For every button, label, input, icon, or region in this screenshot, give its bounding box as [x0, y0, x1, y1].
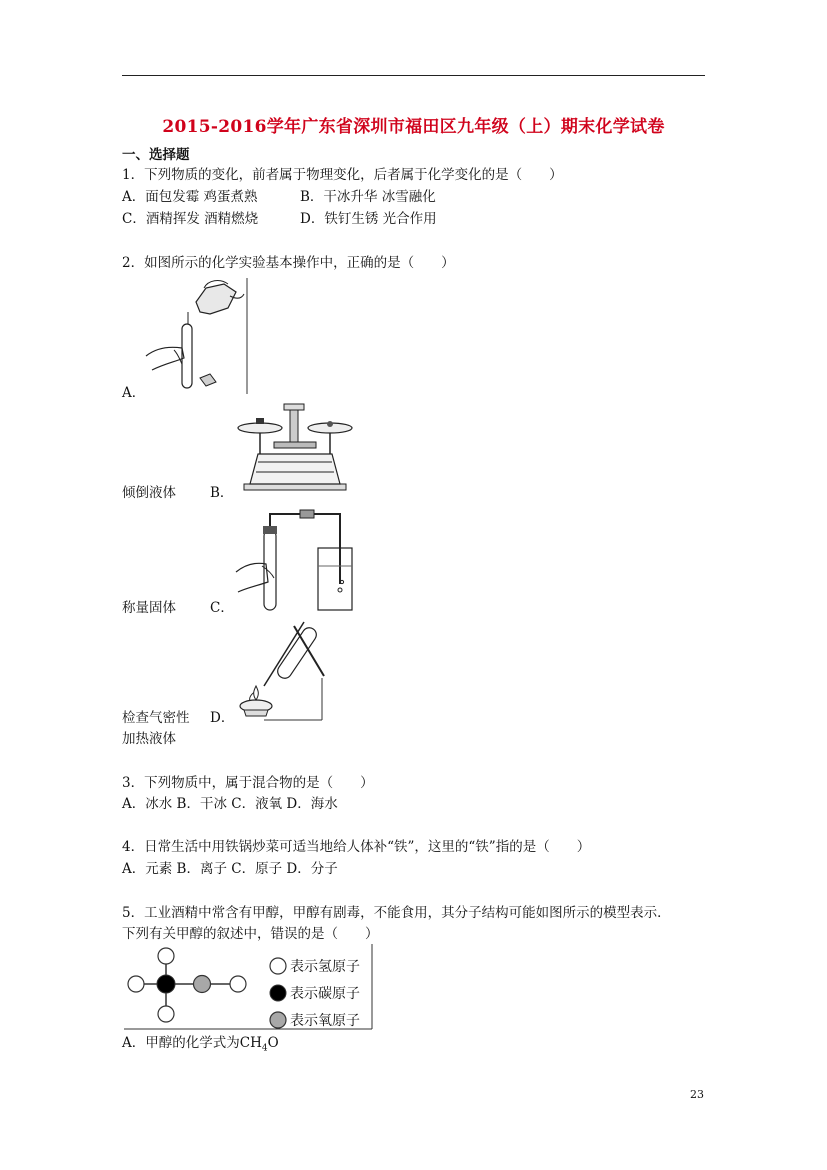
q5-option-a-prefix: A．甲醇的化学式为 [122, 1035, 240, 1051]
legend-oxygen-text: 表示氧原子 [290, 1013, 360, 1029]
legend-hydrogen-marker [270, 958, 286, 974]
q2-label-a: A． [122, 385, 146, 401]
legend-carbon-text: 表示碳原子 [290, 986, 360, 1002]
carbon-atom [157, 975, 175, 993]
q5-stem-line1: 5．工业酒精中常含有甲醇，甲醇有剧毒，不能食用，其分子结构可能如图所示的模型表示． [122, 905, 671, 921]
section-heading: 一、选择题 [122, 147, 190, 163]
q2-caption-b: 称量固体 [122, 600, 176, 616]
hydrogen-atom [230, 976, 246, 992]
q2-caption-d: 加热液体 [122, 731, 176, 747]
formula-tail: O [267, 1035, 279, 1051]
formula-main: CH [239, 1035, 262, 1051]
hydrogen-atom [128, 976, 144, 992]
figure-balance-scale [234, 402, 356, 492]
legend-hydrogen-text: 表示氢原子 [290, 959, 360, 975]
q4-stem: 4．日常生活中用铁锅炒菜可适当地给人体补“铁”，这里的“铁”指的是（ ） [122, 839, 591, 855]
oxygen-atom [194, 976, 211, 993]
q2-stem: 2．如图所示的化学实验基本操作中，正确的是（ ） [122, 255, 455, 271]
q2-label-d: D． [210, 710, 235, 726]
q5-stem-line2: 下列有关甲醇的叙述中，错误的是（ ） [122, 926, 379, 942]
figure-airtightness-check [234, 508, 352, 614]
q2-caption-c: 检查气密性 [122, 710, 190, 726]
q1-option-a: A．面包发霉 鸡蛋煮熟 [122, 189, 258, 205]
legend-carbon-marker [270, 985, 286, 1001]
q2-caption-a: 倾倒液体 [122, 485, 176, 501]
q1-option-c: C．酒精挥发 酒精燃烧 [122, 211, 259, 227]
page-number: 23 [690, 1088, 704, 1101]
q2-label-b: B． [210, 485, 234, 501]
header-rule [122, 75, 705, 76]
q2-label-c: C． [210, 600, 234, 616]
figure-pouring-liquid [144, 278, 250, 394]
figure-heating-liquid [234, 620, 324, 720]
q4-options: A．元素 B．离子 C．原子 D．分子 [122, 861, 338, 877]
legend-oxygen-marker [270, 1012, 286, 1028]
exam-title: 2015-2016学年广东省深圳市福田区九年级（上）期末化学试卷 [162, 117, 665, 137]
hydrogen-atom [158, 948, 174, 964]
q3-options: A．冰水 B．干冰 C．液氧 D．海水 [122, 796, 338, 812]
q3-stem: 3．下列物质中，属于混合物的是（ ） [122, 775, 374, 791]
hydrogen-atom [158, 1006, 174, 1022]
q1-stem: 1．下列物质的变化，前者属于物理变化，后者属于化学变化的是（ ） [122, 167, 563, 183]
q1-option-d: D．铁钉生锈 光合作用 [300, 211, 437, 227]
formula-subscript: 4 [261, 1043, 268, 1054]
q1-option-b: B．干冰升华 冰雪融化 [300, 189, 436, 205]
q5-option-a [122, 1034, 279, 1058]
